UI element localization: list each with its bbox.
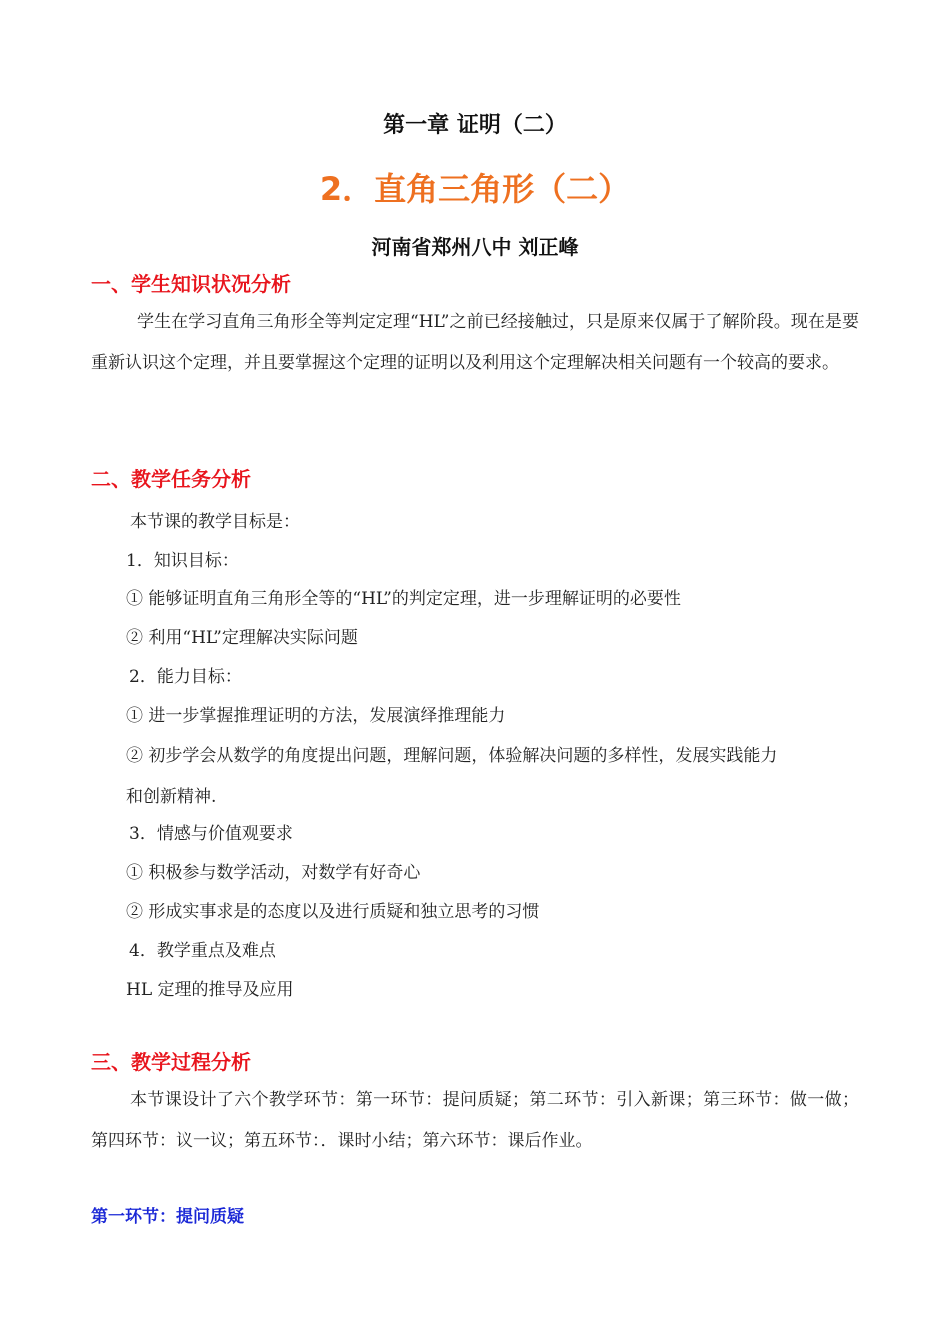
goal-emotion-title: 3．情感与价值观要求 (129, 824, 293, 844)
chapter-title: 第一章 证明（二） (383, 113, 567, 138)
section-paragraph-student-analysis: 学生在学习直角三角形全等判定定理“HL”之前已经接触过，只是原来仅属于了解阶段。现在是要重新认识这个定理，并且要掌握这个定理的证明以及利用这个定理解决相关问题有一个较高的要求。 (91, 312, 859, 373)
goal-ability-item-a: ① 进一步掌握推理证明的方法，发展演绎推理能力 (126, 706, 506, 726)
goal-emotion-item-b: ② 形成实事求是的态度以及进行质疑和独立思考的习惯 (126, 902, 540, 922)
goal-ability-title: 2．能力目标： (129, 667, 242, 687)
author-line: 河南省郑州八中 刘正峰 (371, 235, 579, 259)
section-heading-task-analysis: 二、教学任务分析 (91, 467, 251, 491)
lesson-title: 2．直角三角形（二） (319, 170, 631, 208)
section-paragraph-process-analysis: 本节课设计了六个教学环节：第一环节：提问质疑；第二环节：引入新课；第三环节：做一做；第四环节：议一议；第五环节：．课时小结；第六环节：课后作业。 (91, 1090, 859, 1151)
goal-knowledge-title: 1．知识目标： (126, 551, 239, 571)
goals-intro: 本节课的教学目标是： (130, 512, 300, 532)
key-points-text: HL 定理的推导及应用 (126, 980, 294, 1000)
key-points-title: 4．教学重点及难点 (129, 941, 276, 961)
step1-heading: 第一环节：提问质疑 (91, 1207, 244, 1227)
goal-ability-item-b: ② 初步学会从数学的角度提出问题，理解问题，体验解决问题的多样性，发展实践能力 (126, 746, 778, 766)
goal-emotion-item-a: ① 积极参与数学活动，对数学有好奇心 (126, 863, 421, 883)
goal-ability-item-b-continued: 和创新精神. (126, 787, 217, 807)
section-heading-student-analysis: 一、学生知识状况分析 (91, 272, 291, 296)
goal-knowledge-item-a: ① 能够证明直角三角形全等的“HL”的判定定理，进一步理解证明的必要性 (126, 589, 681, 609)
section-heading-process-analysis: 三、教学过程分析 (91, 1050, 251, 1074)
goal-knowledge-item-b: ② 利用“HL”定理解决实际问题 (126, 628, 358, 648)
